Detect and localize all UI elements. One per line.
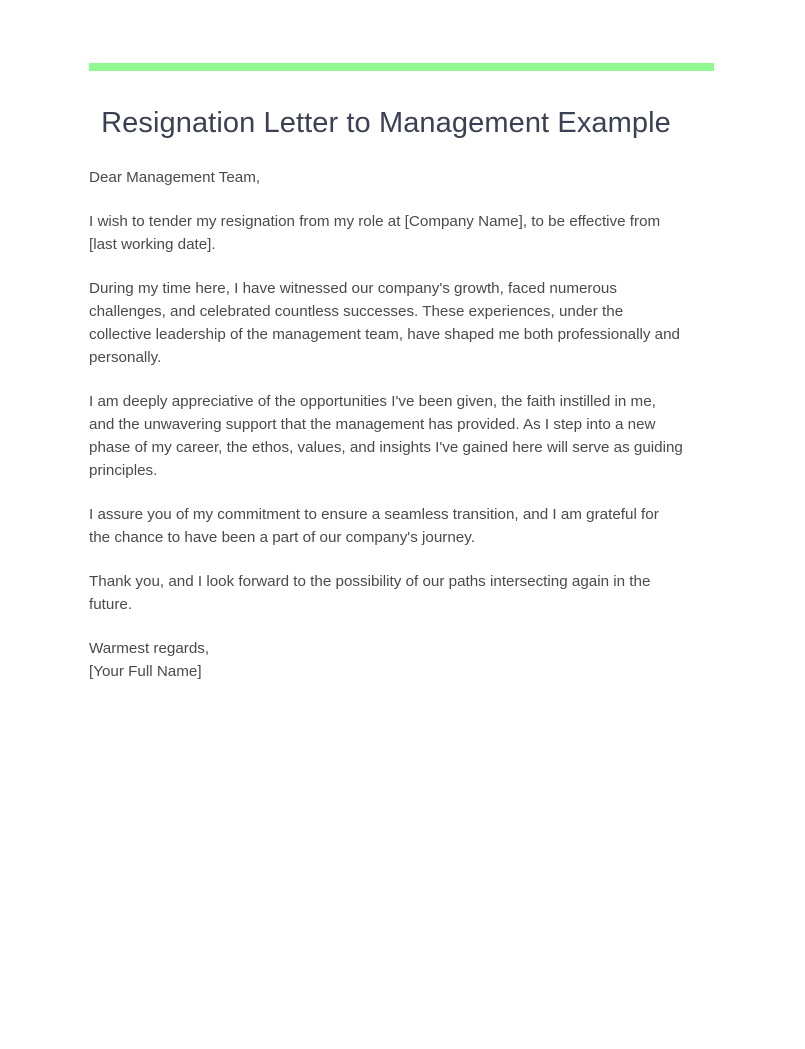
letter-salutation: Dear Management Team, (89, 169, 261, 186)
letter-paragraph-2: During my time here, I have witnessed our company's growth, faced numerous challenges, and celebrated countless successes. These experiences, under the collective leadership of the management team, have shaped me both professionally and personally. (89, 280, 680, 366)
letter-body (89, 166, 683, 683)
closing-salutation: Warmest regards, (89, 640, 210, 657)
page-title: Resignation Letter to Management Example (101, 107, 671, 139)
letter-paragraph-3: I am deeply appreciative of the opportunities I've been given, the faith instilled in me, and the unwavering support that the management has provided. As I step into a new phase of my career, the ethos, values, and insights I've gained here will serve as guiding principles. (89, 393, 683, 479)
top-accent-bar (89, 63, 714, 71)
letter-paragraph-5: Thank you, and I look forward to the possibility of our paths intersecting again in the future. (89, 573, 651, 613)
letter-paragraph-4: I assure you of my commitment to ensure a seamless transition, and I am grateful for the chance to have been a part of our company's journey. (89, 506, 659, 546)
document-content (89, 104, 683, 683)
letter-closing (89, 637, 683, 683)
closing-signature: [Your Full Name] (89, 663, 202, 680)
letter-paragraph-1: I wish to tender my resignation from my role at [Company Name], to be effective from [last working date]. (89, 213, 661, 253)
